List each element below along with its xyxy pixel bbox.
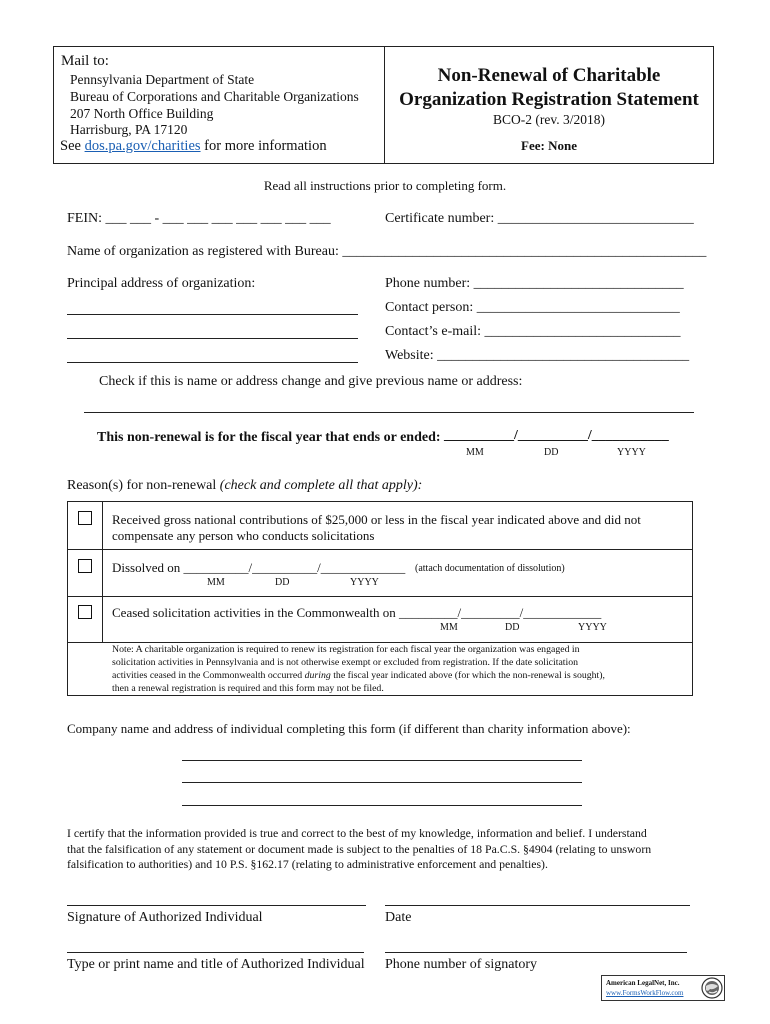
address-line-blank-2[interactable] (67, 338, 358, 339)
reason-1-checkbox[interactable] (78, 511, 92, 525)
footer-company: American LegalNet, Inc. (606, 979, 680, 987)
date-line[interactable] (385, 905, 690, 906)
company-line-2[interactable] (182, 782, 582, 783)
reason-1-line-1: Received gross national contributions of $25,000 or less in the fiscal year indicated above and did not (112, 512, 641, 527)
reasons-heading-text: Reason(s) for non-renewal (67, 478, 217, 493)
organization-name-field[interactable]: Name of organization as registered with Bureau: ____________________________________________________ (67, 244, 707, 259)
reason-2-yyyy-label: YYYY (350, 577, 379, 588)
fiscal-mm-label: MM (466, 447, 484, 458)
note-line-4: then a renewal registration is required and this form may not be filed. (112, 683, 384, 694)
reason-3-checkbox[interactable] (78, 605, 92, 619)
fiscal-year-date-field[interactable]: __________/__________/___________ (444, 428, 669, 443)
certification-text (67, 826, 697, 873)
previous-name-address-blank[interactable] (84, 412, 694, 413)
footer-url[interactable]: www.FormsWorkFlow.com (606, 989, 684, 997)
reasons-row-divider-2 (67, 596, 693, 597)
reason-2-dissolved-field[interactable]: Dissolved on __________/__________/_____________ (112, 560, 406, 575)
certify-line-1: I certify that the information provided is true and correct to the best of my knowledge, information and belief. I understand (67, 826, 647, 840)
globe-icon (701, 977, 723, 999)
fiscal-dd-label: DD (544, 447, 559, 458)
fein-field[interactable]: FEIN: ___ ___ - ___ ___ ___ ___ ___ ___ ___ (67, 211, 331, 226)
mail-to-label: Mail to: (61, 53, 109, 69)
change-note: Check if this is name or address change and give previous name or address: (99, 374, 523, 389)
company-heading: Company name and address of individual completing this form (if different than charity information above): (67, 721, 631, 736)
name-title-line[interactable] (67, 952, 364, 953)
signature-label: Signature of Authorized Individual (67, 910, 263, 925)
certify-line-2: that the falsification of any statement or document made is subject to the penalties of 18 Pa.C.S. §4904 (relating to unsworn (67, 841, 652, 856)
address-line-blank-3[interactable] (67, 362, 358, 363)
note-line-3a: activities ceased in the Commonwealth occurred (112, 670, 303, 681)
address-line-3: 207 North Office Building (70, 106, 214, 121)
reasons-checkbox-column-divider (102, 501, 103, 642)
signature-line[interactable] (67, 905, 366, 906)
form-code: BCO-2 (rev. 3/2018) (493, 112, 605, 127)
fee-label: Fee: None (521, 138, 577, 153)
reason-1-line-2: compensate any person who conducts solicitations (112, 528, 375, 543)
website-field[interactable]: Website: ____________________________________ (385, 348, 690, 363)
note-line-3 (112, 669, 690, 682)
certificate-number-field[interactable]: Certificate number: ____________________________ (385, 211, 694, 226)
see-prefix: See (60, 138, 81, 154)
reasons-heading-note: (check and complete all that apply): (219, 478, 423, 493)
address-line-blank-1[interactable] (67, 314, 358, 315)
company-line-1[interactable] (182, 760, 582, 761)
address-line-4: Harrisburg, PA 17120 (70, 122, 188, 137)
reasons-heading (67, 478, 422, 494)
note-line-3c: the fiscal year indicated above (for which the non-renewal is sought), (333, 670, 605, 681)
address-line-1: Pennsylvania Department of State (70, 72, 255, 87)
reason-3-yyyy-label: YYYY (578, 622, 607, 633)
address-line-2: Bureau of Corporations and Charitable Organizations (70, 89, 359, 104)
reason-2-checkbox[interactable] (78, 559, 92, 573)
reason-2-note: (attach documentation of dissolution) (415, 563, 565, 574)
date-label: Date (385, 910, 412, 925)
contact-person-field[interactable]: Contact person: _____________________________ (385, 300, 680, 315)
reason-2-dd-label: DD (275, 577, 290, 588)
phone-number-field[interactable]: Phone number: ______________________________ (385, 276, 684, 291)
principal-address-label: Principal address of organization: (67, 276, 256, 291)
instructions: Read all instructions prior to completing form. (263, 178, 507, 193)
signatory-phone-label: Phone number of signatory (385, 957, 538, 972)
company-line-3[interactable] (182, 805, 582, 806)
note-line-2: solicitation activities in Pennsylvania and is not otherwise exempt or excluded from registration. If the date solicitation (112, 657, 579, 668)
reasons-row-divider-1 (67, 549, 693, 550)
note-line-3b: during (304, 670, 331, 681)
reason-2-mm-label: MM (207, 577, 225, 588)
see-suffix: for more information (204, 138, 327, 154)
reason-3-ceased-field[interactable]: Ceased solicitation activities in the Commonwealth on _________/_________/____________ (112, 605, 602, 620)
certify-line-3: falsification to authorities) and 10 P.S. §162.17 (relating to administrative enforcement and penalties). (67, 857, 548, 871)
name-title-label: Type or print name and title of Authorized Individual (67, 957, 365, 972)
signatory-phone-line[interactable] (385, 952, 687, 953)
see-more-info (60, 138, 327, 155)
note-line-1: Note: A charitable organization is required to renew its registration for each fiscal year the organization was engaged in (112, 644, 580, 655)
contact-email-field[interactable]: Contact’s e-mail: ____________________________ (385, 324, 681, 339)
reasons-note (112, 643, 690, 695)
form-title-line-1: Non-Renewal of Charitable (437, 65, 661, 86)
charities-link[interactable]: dos.pa.gov/charities (84, 138, 201, 154)
form-title-line-2: Organization Registration Statement (399, 89, 699, 110)
reason-3-dd-label: DD (505, 622, 520, 633)
fiscal-yyyy-label: YYYY (617, 447, 646, 458)
reason-3-mm-label: MM (440, 622, 458, 633)
fiscal-year-label: This non-renewal is for the fiscal year that ends or ended: (97, 430, 441, 445)
